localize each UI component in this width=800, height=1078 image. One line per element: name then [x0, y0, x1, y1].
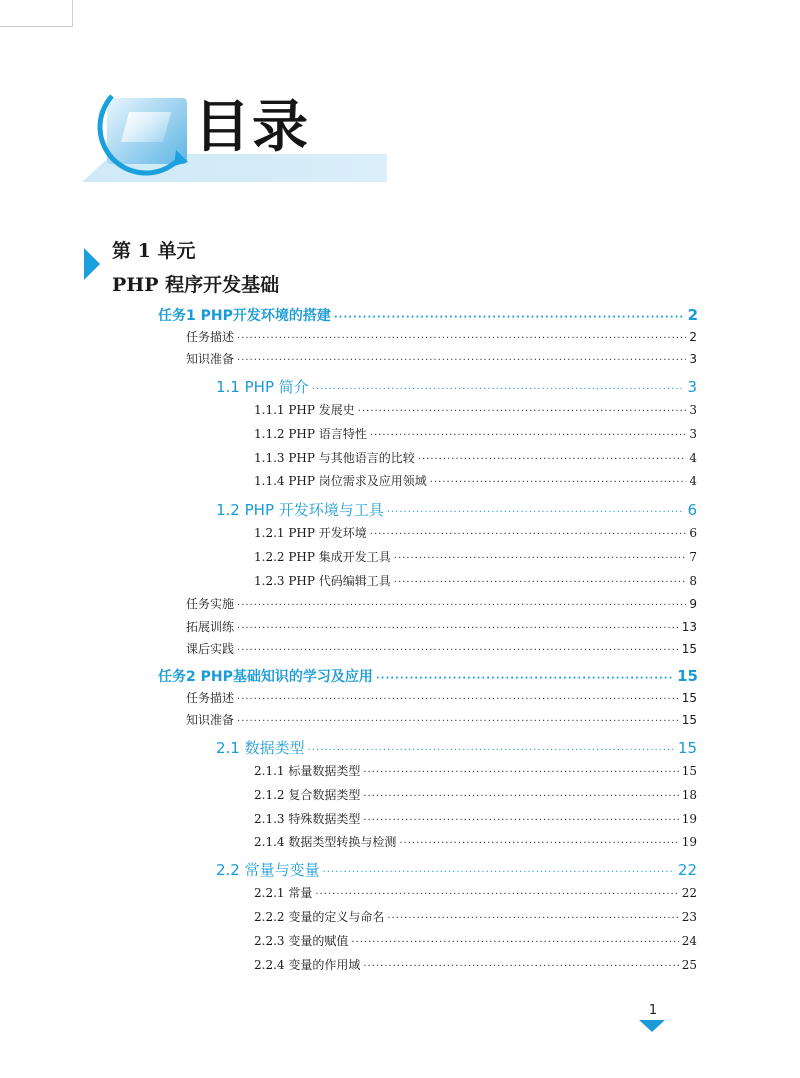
toc-leader-dots — [237, 623, 679, 634]
toc-entry-label: 2.2.2 变量的定义与命名 — [254, 910, 385, 924]
toc-entry-page: 4 — [689, 474, 697, 488]
toc-entry-label: 1.1 PHP 简介 — [216, 378, 309, 396]
toc-entry-label: 任务2 PHP基础知识的学习及应用 — [158, 669, 373, 685]
toc-entry-page: 9 — [689, 597, 697, 611]
page-corner-mark — [0, 0, 73, 27]
toc-leader-dots — [312, 384, 685, 395]
toc-leader-dots — [370, 529, 687, 540]
toc-entry-label: 1.2.3 PHP 代码编辑工具 — [254, 574, 391, 588]
page-number: 1 — [648, 1003, 658, 1018]
toc-entry-sec[interactable] — [216, 499, 697, 520]
toc-entry-label: 2.1.3 特殊数据类型 — [254, 812, 361, 826]
toc-entry-page: 25 — [681, 958, 697, 972]
toc-entry-page: 6 — [689, 526, 697, 540]
toc-entry-label: 1.2.2 PHP 集成开发工具 — [254, 550, 391, 564]
toc-entry-sec[interactable] — [216, 376, 697, 397]
toc-leader-dots — [334, 312, 685, 323]
toc-entry-sec[interactable] — [216, 859, 697, 880]
toc-entry-sub[interactable] — [186, 618, 697, 635]
toc-leader-dots — [237, 600, 686, 611]
toc-entry-label: 2.2.3 变量的赋值 — [254, 934, 349, 948]
toc-leader-dots — [363, 961, 678, 972]
circular-arrow-icon — [82, 86, 192, 176]
toc-leader-dots — [315, 889, 678, 900]
toc-leader-dots — [237, 355, 686, 366]
toc-entry-page: 22 — [681, 886, 697, 900]
toc-entry-page: 15 — [681, 713, 697, 727]
toc-entry-item[interactable] — [254, 401, 697, 418]
toc-entry-label: 知识准备 — [186, 713, 235, 727]
toc-leader-dots — [351, 937, 678, 948]
unit-title: PHP 程序开发基础 — [112, 274, 280, 296]
toc-entry-page: 13 — [681, 620, 697, 634]
toc-entry-item[interactable] — [254, 425, 697, 442]
toc-leader-dots — [430, 477, 687, 488]
unit-label: 第 1 单元 — [112, 240, 196, 262]
toc-entry-item[interactable] — [254, 956, 697, 973]
toc-entry-item[interactable] — [254, 572, 697, 589]
toc-entry-page: 8 — [689, 574, 697, 588]
toc-entry-page: 24 — [681, 934, 697, 948]
toc-leader-dots — [418, 454, 687, 465]
toc-entry-page: 7 — [689, 550, 697, 564]
toc-entry-item[interactable] — [254, 810, 697, 827]
toc-entry-label: 2.1.2 复合数据类型 — [254, 788, 361, 802]
toc-leader-dots — [363, 767, 678, 778]
toc-header — [82, 86, 387, 186]
toc-entry-item[interactable] — [254, 786, 697, 803]
toc-entry-page: 18 — [681, 788, 697, 802]
toc-entry-page: 15 — [677, 739, 697, 757]
toc-entry-sec[interactable] — [216, 737, 697, 758]
toc-leader-dots — [387, 913, 678, 924]
toc-leader-dots — [376, 673, 674, 684]
toc-entry-page: 15 — [681, 691, 697, 705]
toc-leader-dots — [370, 430, 687, 441]
toc-entry-label: 2.1.4 数据类型转换与检测 — [254, 835, 397, 849]
toc-entry-page: 6 — [687, 501, 697, 519]
toc-entry-label: 1.1.4 PHP 岗位需求及应用领域 — [254, 474, 427, 488]
toc-entry-label: 任务描述 — [186, 691, 235, 705]
toc-entry-label: 2.2.1 常量 — [254, 886, 313, 900]
toc-entry-label: 2.2 常量与变量 — [216, 861, 320, 879]
toc-entry-label: 2.1.1 标量数据类型 — [254, 764, 361, 778]
toc-entry-page: 15 — [681, 642, 697, 656]
toc-leader-dots — [363, 791, 678, 802]
toc-leader-dots — [237, 716, 679, 727]
toc-entry-page: 3 — [689, 352, 697, 366]
toc-entry-label: 2.2.4 变量的作用域 — [254, 958, 361, 972]
toc-entry-item[interactable] — [254, 762, 697, 779]
toc-leader-dots — [237, 694, 679, 705]
toc-leader-dots — [363, 815, 678, 826]
page-title: 目录 — [194, 95, 310, 160]
toc-entry-label: 1.1.2 PHP 语言特性 — [254, 427, 367, 441]
toc-entry-page: 19 — [681, 835, 697, 849]
toc-entry-item[interactable] — [254, 884, 697, 901]
toc-entry-label: 1.1.1 PHP 发展史 — [254, 403, 355, 417]
toc-entry-item[interactable] — [254, 932, 697, 949]
toc-entry-label: 1.1.3 PHP 与其他语言的比较 — [254, 451, 415, 465]
toc-entry-item[interactable] — [254, 548, 697, 565]
toc-entry-page: 15 — [681, 764, 697, 778]
toc-entry-page: 2 — [689, 330, 697, 344]
toc-entry-item[interactable] — [254, 833, 697, 850]
toc-entry-label: 任务实施 — [186, 597, 235, 611]
triangle-marker-icon — [84, 248, 100, 280]
toc-leader-dots — [358, 406, 687, 417]
toc-entry-item[interactable] — [254, 908, 697, 925]
toc-entry-item[interactable] — [254, 472, 697, 489]
toc-entry-item[interactable] — [254, 449, 697, 466]
toc-entry-label: 1.2.1 PHP 开发环境 — [254, 526, 367, 540]
toc-entry-page: 22 — [677, 861, 697, 879]
page-down-triangle-icon — [639, 1020, 665, 1032]
toc-leader-dots — [387, 507, 685, 518]
toc-entry-label: 课后实践 — [186, 642, 235, 656]
toc-leader-dots — [323, 867, 675, 878]
toc-entry-page: 4 — [689, 451, 697, 465]
toc-entry-sub[interactable] — [186, 689, 697, 706]
toc-leader-dots — [399, 838, 678, 849]
toc-entry-page: 2 — [687, 306, 698, 324]
toc-entry-page: 3 — [687, 378, 697, 396]
toc-entry-label: 任务1 PHP开发环境的搭建 — [158, 308, 331, 324]
toc-entry-label: 1.2 PHP 开发环境与工具 — [216, 501, 384, 519]
toc-entry-page: 3 — [689, 403, 697, 417]
toc-entry-page: 19 — [681, 812, 697, 826]
toc-leader-dots — [394, 553, 687, 564]
toc-entry-sub[interactable] — [186, 711, 697, 728]
toc-leader-dots — [394, 577, 687, 588]
toc-entry-label: 知识准备 — [186, 352, 235, 366]
toc-leader-dots — [237, 645, 679, 656]
toc-entry-task[interactable] — [158, 666, 698, 686]
toc-leader-dots — [308, 745, 675, 756]
toc-entry-page: 3 — [689, 427, 697, 441]
toc-entry-label: 2.1 数据类型 — [216, 739, 305, 757]
toc-entry-sub[interactable] — [186, 328, 697, 345]
toc-entry-page: 23 — [681, 910, 697, 924]
toc-entry-page: 15 — [677, 667, 698, 685]
toc-entry-sub[interactable] — [186, 595, 697, 612]
toc-entry-sub[interactable] — [186, 640, 697, 657]
toc-entry-label: 拓展训练 — [186, 620, 235, 634]
toc-leader-dots — [237, 333, 686, 344]
toc-entry-item[interactable] — [254, 524, 697, 541]
toc-entry-task[interactable] — [158, 305, 698, 325]
toc-entry-label: 任务描述 — [186, 330, 235, 344]
toc-entry-sub[interactable] — [186, 350, 697, 367]
